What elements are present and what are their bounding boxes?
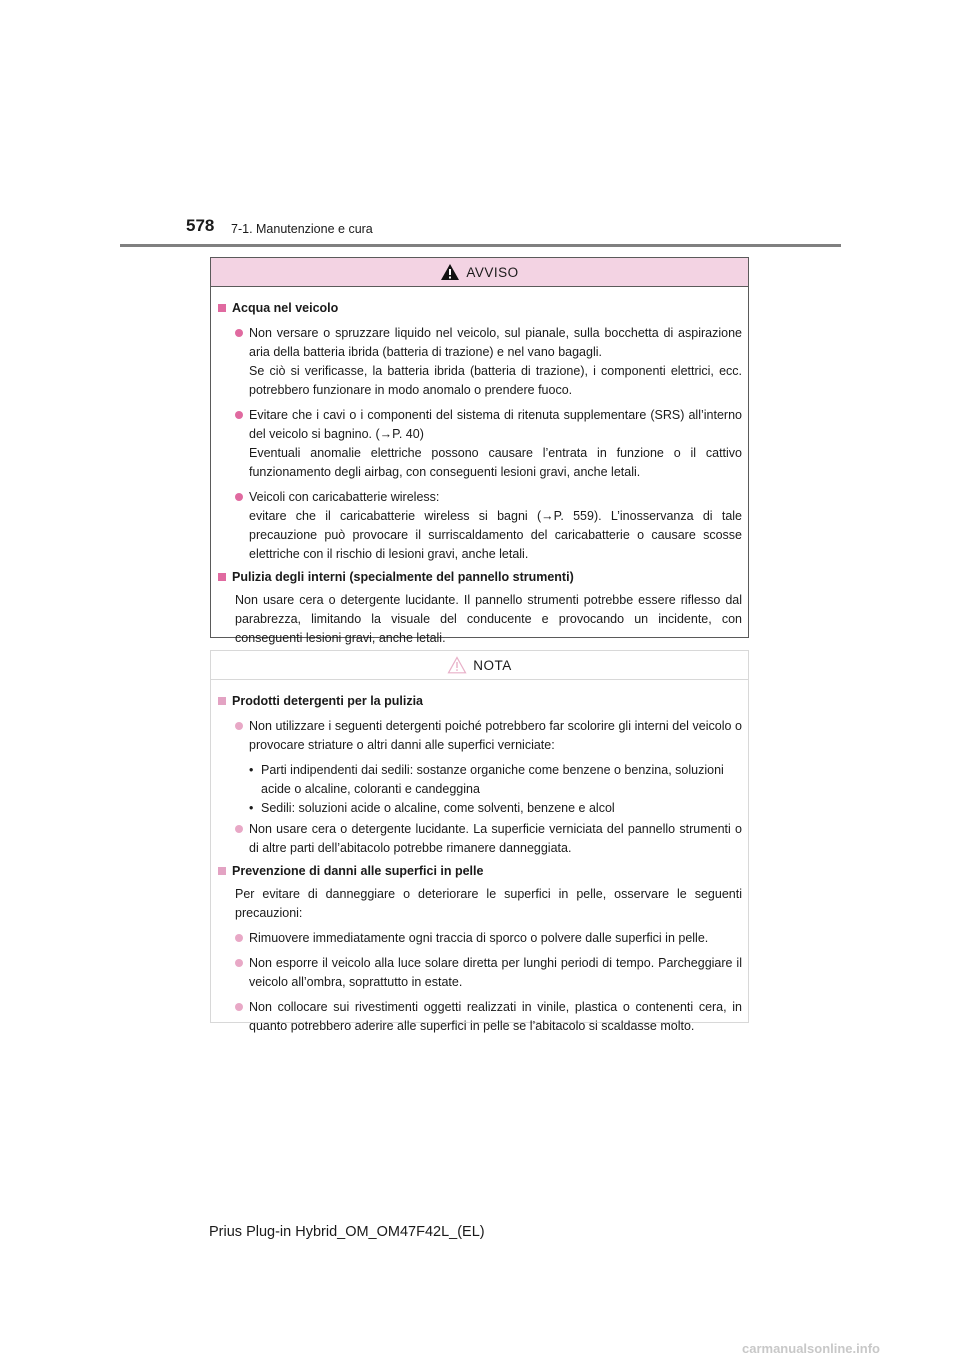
warning-heading-water: Acqua nel veicolo [217,299,742,318]
square-bullet-icon [218,697,226,705]
sub-list-item: • Sedili: soluzioni acide o alcaline, come solventi, benzene e alcol [249,801,615,815]
dot-bullet-icon [235,329,243,337]
list-item: Non utilizzare i seguenti detergenti poiché potrebbero far scolorire gli interni del veicolo o provocare striature o altri danni alle superfici verniciate: [235,717,742,755]
warning-box [210,257,749,645]
list-item: Veicoli con caricabatterie wireless: evitare che il caricabatterie wireless si bagni (→P. 559). L’inosservanza di tale precauzione può provocare il surriscaldamento del caricabatterie o causare scosse elettriche con il rischio di lesioni gravi, anche letali. [235,488,742,564]
footer-doc-id: Prius Plug-in Hybrid_OM_OM47F42L_(EL) [209,1224,485,1240]
sub-list-item: • Parti indipendenti dai sedili: sostanze organiche come benzene o benzina, soluzioni acide o alcaline, coloranti e candeggina [249,763,724,796]
dot-bullet-icon [235,411,243,419]
notice-heading-leather: Prevenzione di danni alle superfici in pelle [217,862,742,881]
dot-bullet-icon [235,1003,243,1011]
notice-heading-detergents: Prodotti detergenti per la pulizia [217,692,742,711]
header-rule [120,244,841,247]
caution-triangle-icon [447,656,467,674]
list-item: Non esporre il veicolo alla luce solare diretta per lunghi periodi di tempo. Parcheggiare il veicolo all’ombra, soprattutto in estate. [235,954,742,992]
dot-bullet-icon [235,825,243,833]
paragraph: Per evitare di danneggiare o deteriorare le superfici in pelle, osservare le seguenti precauzioni: [235,887,742,920]
warning-heading-cleaning: Pulizia degli interni (specialmente del pannello strumenti) [217,568,742,587]
watermark: carmanualsonline.info [742,1341,880,1356]
dot-bullet-icon [235,959,243,967]
notice-box [210,650,749,1033]
notice-label: NOTA [473,657,512,673]
dot-bullet-icon [235,934,243,942]
section-title: 7-1. Manutenzione e cura [231,222,373,236]
warning-header [211,258,748,287]
notice-header [211,651,748,680]
dot-bullet-icon [235,493,243,501]
warning-label: AVVISO [466,264,519,280]
square-bullet-icon [218,573,226,581]
list-item: Rimuovere immediatamente ogni traccia di sporco o polvere dalle superfici in pelle. [235,929,742,948]
list-item: Non usare cera o detergente lucidante. La superficie verniciata del pannello strumenti o di altre parti dell’abitacolo potrebbe rimanere danneggiata. [235,820,742,858]
square-bullet-icon [218,867,226,875]
square-bullet-icon [218,304,226,312]
paragraph: Non usare cera o detergente lucidante. Il pannello strumenti potrebbe essere riflesso dal parabrezza, limitando la visuale del conducente e provocando un incidente, con conseguenti lesioni gravi, anche letali. [235,593,742,645]
list-item: Non versare o spruzzare liquido nel veicolo, sul pianale, sulla bocchetta di aspirazione aria della batteria ibrida (batteria di trazione) e nel vano bagagli. Se ciò si verificasse, la batteria ibrida (batteria di trazione), i componenti elettrici, ecc. potrebbero funzionare in modo anomalo o prendere fuoco. [235,324,742,400]
page-number: 578 [186,216,215,235]
list-item: Non collocare sui rivestimenti oggetti realizzati in vinile, plastica o contenenti cera, in quanto potrebbero aderire alle superfici in pelle se l’abitacolo si scaldasse molto. [235,998,742,1036]
dot-bullet-icon [235,722,243,730]
list-item: Evitare che i cavi o i componenti del sistema di ritenuta supplementare (SRS) all’interno del veicolo si bagnino. (→P. 40) Eventuali anomalie elettriche possono causare l’entrata in funzione o il cattivo funzionamento degli airbag, con conseguenti lesioni gravi, anche letali. [235,406,742,482]
warning-triangle-icon [440,263,460,281]
